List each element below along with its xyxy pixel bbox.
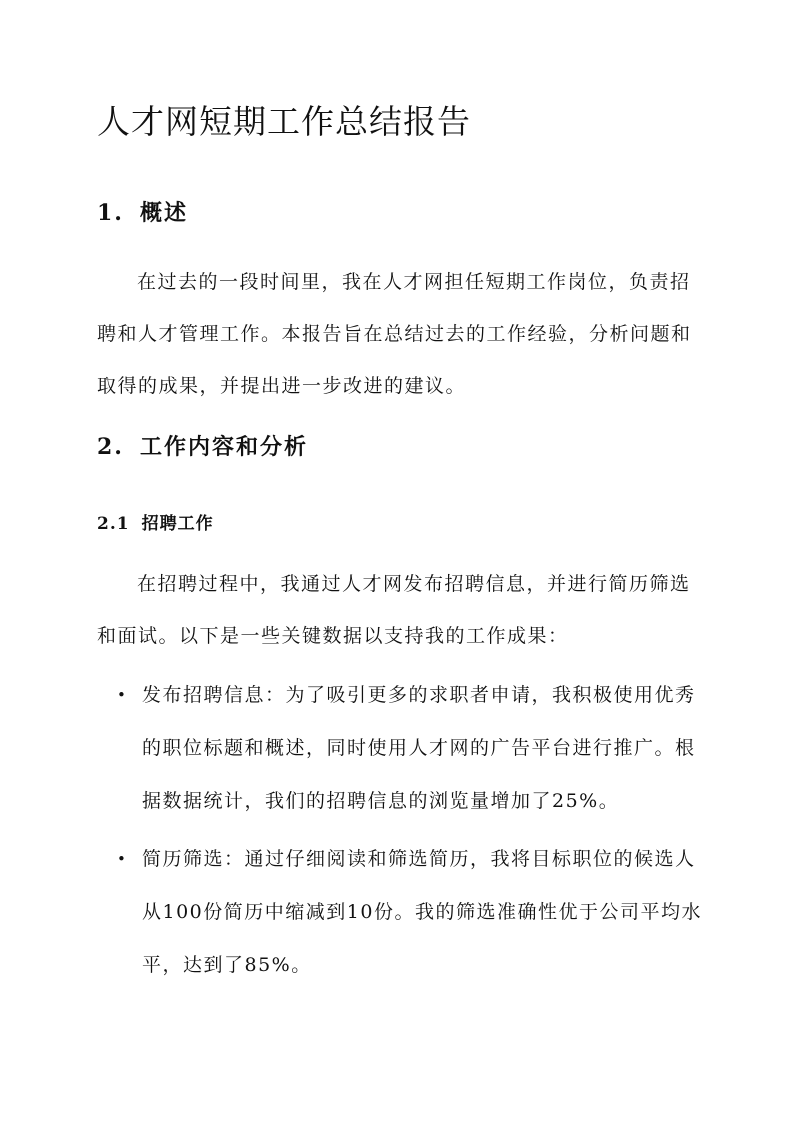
list-item <box>97 669 703 828</box>
bullet-icon: • <box>117 686 128 704</box>
list-item <box>97 833 703 992</box>
bullet-icon: • <box>117 850 128 868</box>
section-heading-work-content <box>97 430 308 461</box>
recruitment-bullet-list <box>97 669 703 997</box>
list-item-text: 简历筛选：通过仔细阅读和筛选简历，我将目标职位的候选人从100份简历中缩减到10份。我的筛选准确性优于公司平均水平，达到了85%。 <box>142 848 702 976</box>
document-title: 人才网短期工作总结报告 <box>97 102 471 141</box>
section-number: 1. <box>97 200 124 226</box>
subsection-heading-recruitment <box>97 509 214 534</box>
list-item-text: 发布招聘信息：为了吸引更多的求职者申请，我积极使用优秀的职位标题和概述，同时使用人才网的广告平台进行推广。根据数据统计，我们的招聘信息的浏览量增加了25%。 <box>142 684 696 812</box>
section-title: 工作内容和分析 <box>139 434 308 460</box>
subsection-title: 招聘工作 <box>141 514 214 534</box>
section-heading-overview <box>97 196 188 227</box>
section-number: 2. <box>97 434 124 460</box>
overview-paragraph: 在过去的一段时间里，我在人才网担任短期工作岗位，负责招聘和人才管理工作。本报告旨在总结过去的工作经验，分析问题和取得的成果，并提出进一步改进的建议。 <box>97 271 692 397</box>
section-title: 概述 <box>139 200 188 226</box>
subsection-number: 2.1 <box>97 514 130 534</box>
recruitment-paragraph: 在招聘过程中，我通过人才网发布招聘信息，并进行简历筛选和面试。以下是一些关键数据以支持我的工作成果： <box>97 573 691 647</box>
